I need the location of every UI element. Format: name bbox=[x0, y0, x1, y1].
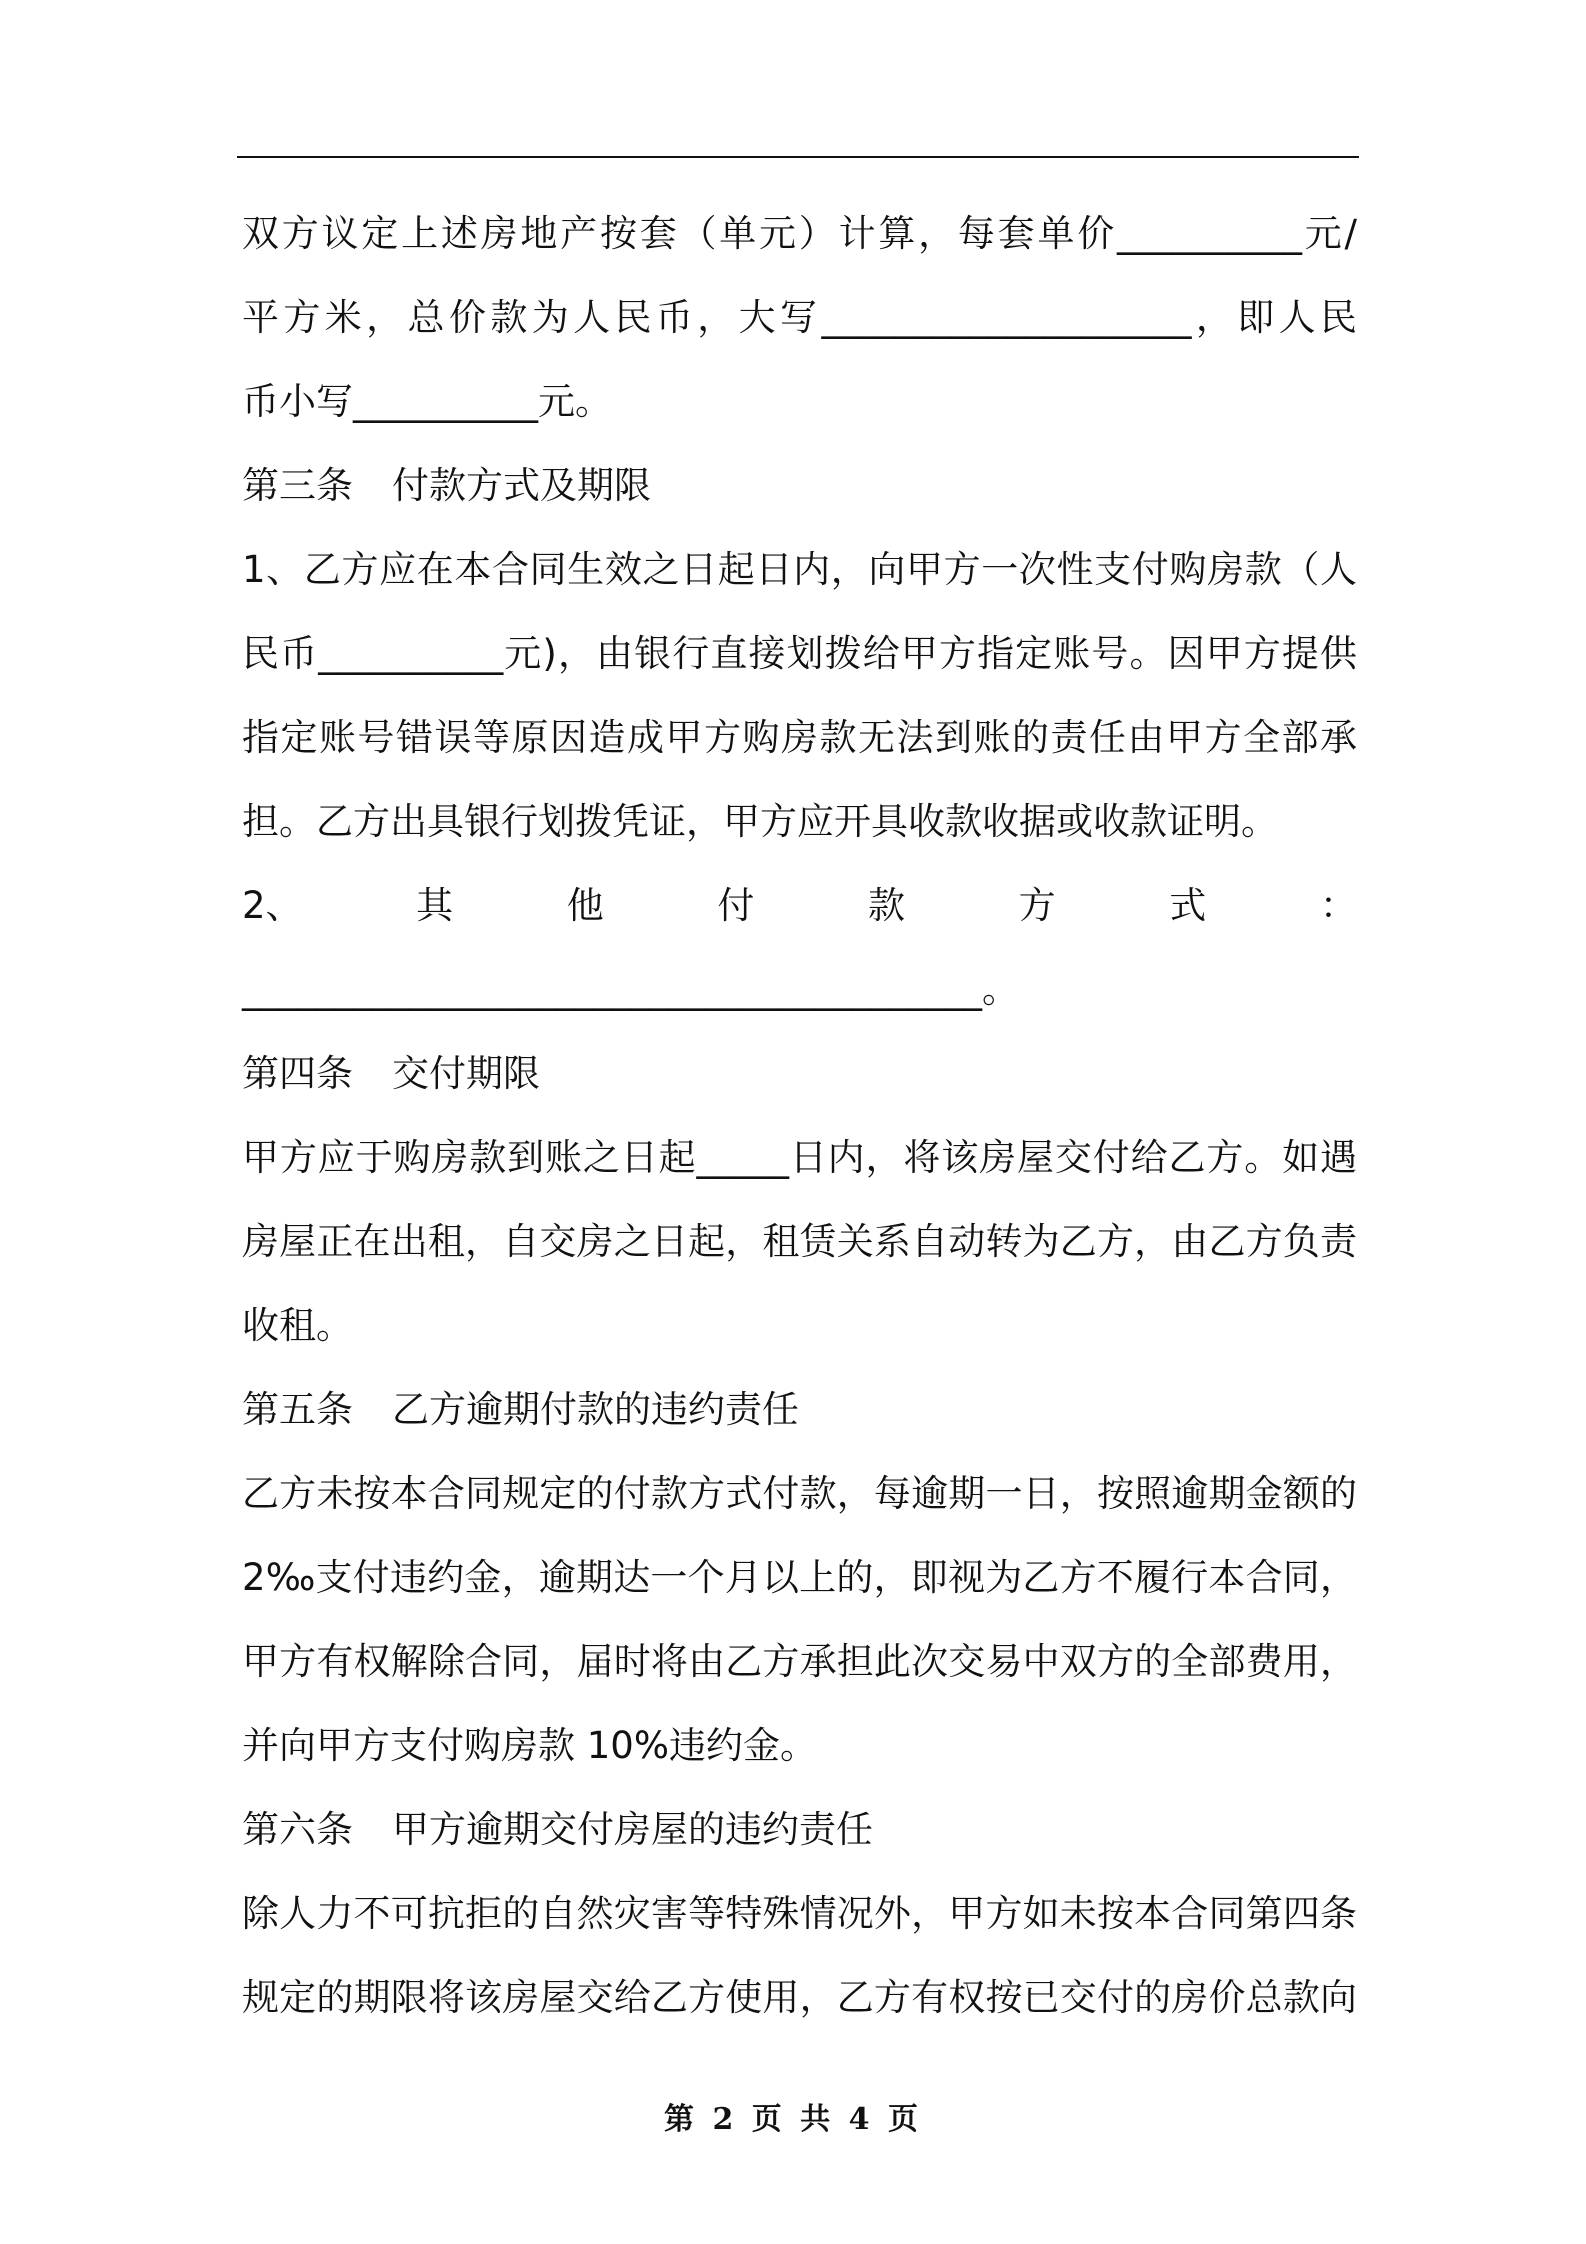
document-body bbox=[242, 192, 1357, 2040]
text-line: 收租。 bbox=[242, 1304, 353, 1347]
article-heading bbox=[242, 1032, 1357, 1116]
text-line: 1、乙方应在本合同生效之日起日内，向甲方一次性支付购房款（人 bbox=[242, 548, 1357, 591]
article-heading bbox=[242, 1788, 1357, 1872]
text-line: 甲方应于购房款到账之日起_____日内，将该房屋交付给乙方。如遇 bbox=[242, 1136, 1357, 1179]
text-line: 2‰支付违约金，逾期达一个月以上的，即视为乙方不履行本合同， bbox=[242, 1556, 1357, 1599]
page-number: 第 2 页 共 4 页 bbox=[664, 2102, 922, 2137]
header-rule bbox=[237, 156, 1359, 158]
article-heading bbox=[242, 444, 1357, 528]
spaced-text-char: 式 bbox=[1169, 884, 1207, 927]
article-number: 第五条 bbox=[242, 1388, 353, 1431]
spaced-text-char: 款 bbox=[868, 884, 906, 927]
spaced-text-line bbox=[242, 864, 1357, 948]
article-title: 甲方逾期交付房屋的违约责任 bbox=[392, 1808, 873, 1851]
text-line: 房屋正在出租，自交房之日起，租赁关系自动转为乙方，由乙方负责 bbox=[242, 1220, 1357, 1263]
text-line: 甲方有权解除合同，届时将由乙方承担此次交易中双方的全部费用， bbox=[242, 1640, 1357, 1683]
spaced-text-char: 其 bbox=[416, 884, 454, 927]
text-line: ________________________________________。 bbox=[242, 968, 1019, 1011]
text-line: 除人力不可抗拒的自然灾害等特殊情况外，甲方如未按本合同第四条 bbox=[242, 1892, 1357, 1935]
text-line: 规定的期限将该房屋交给乙方使用，乙方有权按已交付的房价总款向 bbox=[242, 1976, 1357, 2019]
text-line: 乙方未按本合同规定的付款方式付款，每逾期一日，按照逾期金额的 bbox=[242, 1472, 1357, 1515]
text-line: 指定账号错误等原因造成甲方购房款无法到账的责任由甲方全部承 bbox=[242, 716, 1357, 759]
text-line: 担。乙方出具银行划拨凭证，甲方应开具收款收据或收款证明。 bbox=[242, 800, 1278, 843]
spaced-text-char: ： bbox=[1319, 884, 1357, 927]
spaced-text-char: 付 bbox=[717, 884, 755, 927]
text-line: 并向甲方支付购房款 10%违约金。 bbox=[242, 1724, 817, 1767]
text-line: 民币__________元)，由银行直接划拨给甲方指定账号。因甲方提供 bbox=[242, 632, 1357, 675]
article-heading bbox=[242, 1368, 1357, 1452]
article-number: 第三条 bbox=[242, 464, 353, 507]
spaced-text-char: 2、 bbox=[242, 884, 303, 927]
article-title: 交付期限 bbox=[392, 1052, 540, 1095]
article-title: 付款方式及期限 bbox=[392, 464, 651, 507]
text-line: 平方米，总价款为人民币，大写____________________，即人民 bbox=[242, 296, 1357, 339]
spaced-text-char: 方 bbox=[1018, 884, 1056, 927]
text-line: 双方议定上述房地产按套（单元）计算，每套单价__________元/ bbox=[242, 212, 1357, 255]
article-number: 第四条 bbox=[242, 1052, 353, 1095]
article-number: 第六条 bbox=[242, 1808, 353, 1851]
spaced-text-char: 他 bbox=[566, 884, 604, 927]
article-title: 乙方逾期付款的违约责任 bbox=[392, 1388, 799, 1431]
text-line: 币小写__________元。 bbox=[242, 380, 612, 423]
